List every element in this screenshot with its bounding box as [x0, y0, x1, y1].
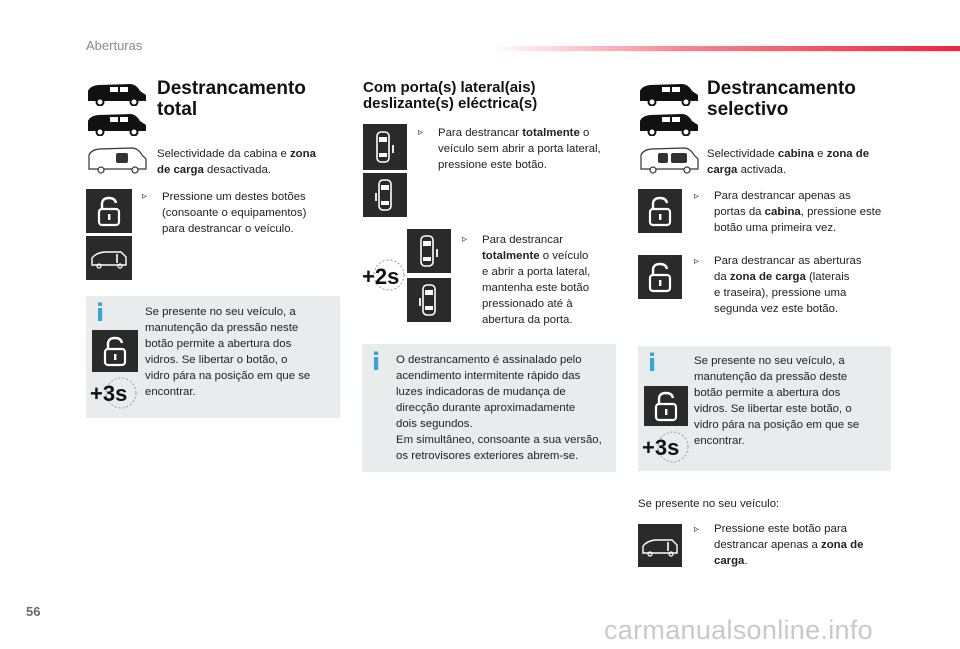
unlock-button[interactable] [644, 386, 688, 426]
info-icon: i [648, 349, 657, 377]
status-text: Selectividade cabina e zona de carga activada. [707, 148, 870, 176]
cargo-door-icon [89, 246, 129, 270]
van-doors-icon [417, 282, 441, 318]
timer-label: +3s [90, 381, 128, 406]
info-icon: i [96, 299, 105, 327]
bullet-marker: ▹ [142, 191, 148, 202]
status-text: Selectividade da cabina e zona de carga desactivada. [157, 148, 316, 176]
open-padlock-icon [96, 195, 122, 227]
unlock-button[interactable] [638, 255, 682, 299]
extra-intro-text: Se presente no seu veículo: [638, 498, 780, 510]
van-doors-icon [373, 129, 397, 165]
unlock-button[interactable] [86, 189, 132, 233]
doors-unlock-button[interactable] [407, 229, 451, 273]
info-box [362, 344, 616, 472]
unlock-button[interactable] [638, 189, 682, 233]
step-text: Para destrancar as aberturas da zona de carga (laterais e traseira), pressione uma segunda vez este botão. [714, 255, 862, 315]
cargo-unlock-button[interactable] [86, 236, 132, 280]
step-text: Pressione um destes botões (consoante o equipamentos) para destrancar o veículo. [162, 191, 307, 235]
header-accent-line [490, 46, 960, 51]
unlock-button[interactable] [92, 330, 138, 372]
van-doors-icon [417, 233, 441, 269]
step-text: Para destrancar apenas as portas da cabina, pressione este botão uma primeira vez. [714, 190, 882, 234]
bullet-marker: ▹ [418, 127, 424, 138]
section-title-sliding-doors: Com porta(s) lateral(ais) deslizante(s) eléctrica(s) [363, 79, 538, 112]
van-icon [86, 112, 148, 136]
step-text: Para destrancar totalmente o veículo sem abrir a porta lateral, pressione este botão. [438, 127, 601, 171]
van-icon [638, 82, 700, 106]
section-title-selective: Destrancamento selectivo [707, 78, 856, 120]
info-text: O destrancamento é assinalado pelo acendimento intermitente rápido das luzes indicadoras de mudança de direcção durante aproximadamente dois segundos. Em simultâneo, consoante a sua versão, os retrovisores exteriores abrem-se. [396, 354, 602, 462]
van-icon [638, 112, 700, 136]
info-icon: i [372, 348, 381, 376]
timer-label: +2s [362, 264, 400, 289]
bullet-marker: ▹ [694, 256, 700, 267]
cargo-unlock-button[interactable] [638, 524, 682, 567]
step-text: Para destrancar totalmente o veículo e abrir a porta lateral, mantenha este botão pressionado até à abertura da porta. [482, 234, 591, 326]
timer-label: +3s [642, 435, 680, 460]
info-box [86, 296, 340, 418]
van-outline-icon [86, 145, 148, 175]
info-text: Se presente no seu veículo, a manutenção da pressão neste botão permite a abertura dos vidros. Se libertar o botão, o vidro pára na posição em que se encontrar. [145, 306, 311, 398]
doors-unlock-button[interactable] [407, 278, 451, 322]
open-padlock-icon [653, 390, 679, 422]
open-padlock-icon [647, 195, 673, 227]
open-padlock-icon [647, 261, 673, 293]
van-icon [86, 82, 148, 106]
bullet-marker: ▹ [462, 234, 468, 245]
info-text: Se presente no seu veículo, a manutenção da pressão deste botão permite a abertura dos vidros. Se libertar este botão, o vidro pára na posição em que se encontrar. [694, 355, 860, 447]
info-box [638, 346, 891, 471]
van-doors-icon [373, 177, 397, 213]
section-title: Aberturas [86, 38, 143, 53]
timer-icon [640, 430, 692, 464]
van-outline-icon [638, 145, 700, 175]
doors-unlock-button[interactable] [363, 173, 407, 217]
page-number: 56 [26, 604, 41, 619]
section-title-total: Destrancamento total [157, 78, 306, 120]
cargo-door-icon [640, 534, 680, 558]
timer-icon [88, 376, 140, 410]
bullet-marker: ▹ [694, 524, 700, 535]
doors-unlock-button[interactable] [363, 124, 407, 170]
bullet-marker: ▹ [694, 191, 700, 202]
step-text: Pressione este botão para destrancar apenas a zona de carga. [714, 523, 864, 567]
open-padlock-icon [102, 335, 128, 367]
timer-icon [361, 258, 407, 292]
watermark: carmanualsonline.info [604, 615, 873, 645]
